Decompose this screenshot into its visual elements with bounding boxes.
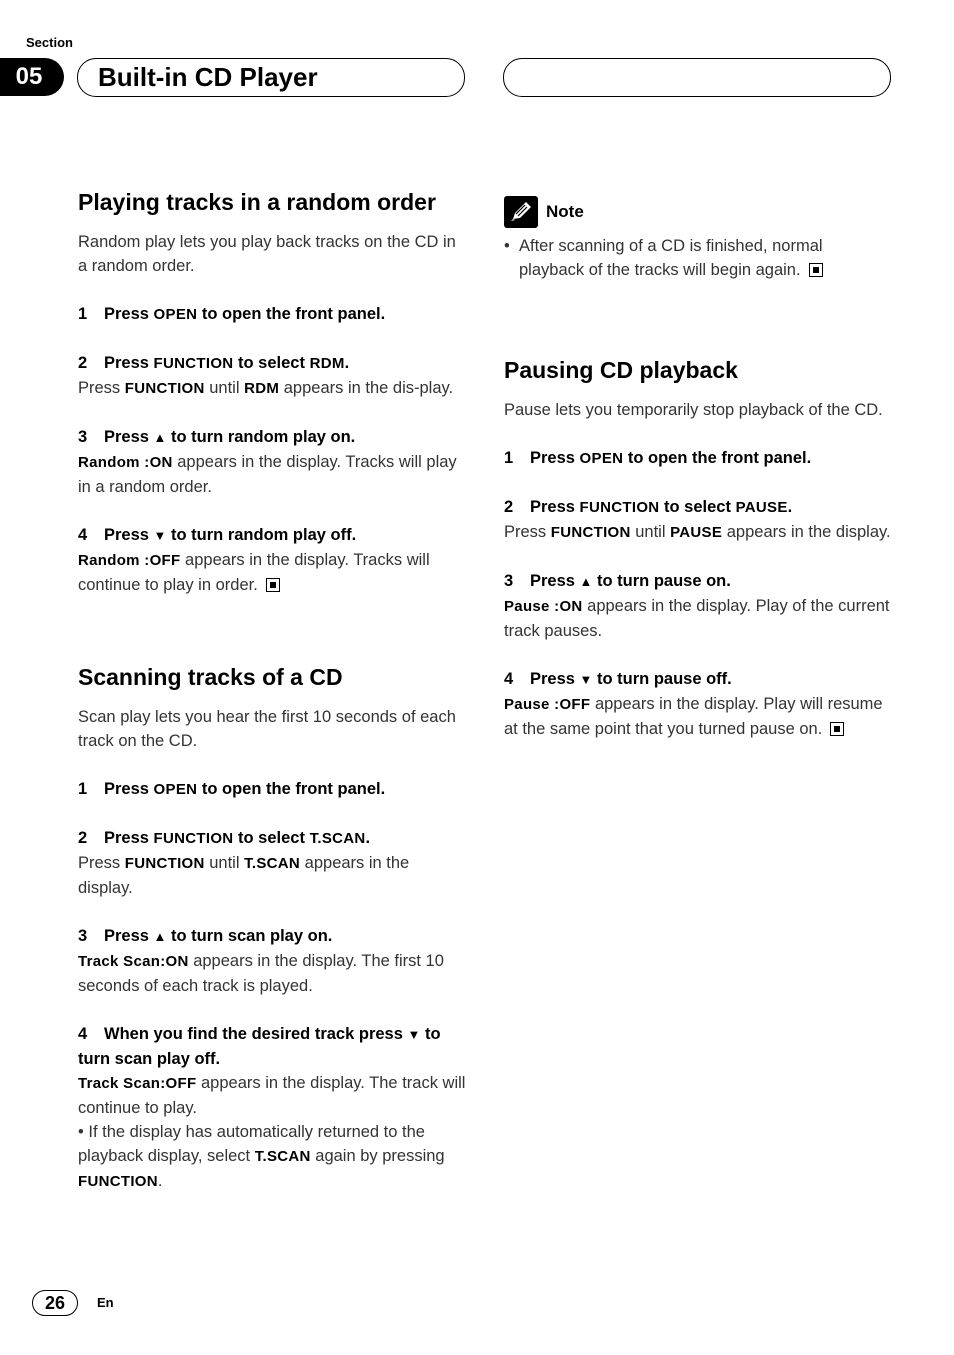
language-label: En: [97, 1295, 114, 1310]
step-number: 1: [78, 780, 88, 798]
note-bullet: • After scanning of a CD is finished, normal playback of the tracks will begin again.: [504, 237, 823, 279]
up-arrow-icon: ▲: [579, 574, 593, 589]
random-step-4: [78, 523, 466, 597]
step-text: Press: [104, 526, 154, 544]
step-text: to select: [659, 498, 736, 516]
step-text: to turn scan play off.: [78, 1025, 441, 1068]
step-number: 2: [78, 354, 88, 372]
pause-step-1: [504, 446, 892, 471]
left-column: [78, 188, 466, 1218]
step-number: 3: [504, 572, 514, 590]
step-body: Press FUNCTION until RDM appears in the dis-play.: [78, 379, 454, 397]
right-column: [504, 196, 892, 765]
step-body: Track Scan:OFF appears in the display. The track will continue to play.: [78, 1074, 466, 1117]
pause-step-2: [504, 495, 892, 545]
pause-step-3: [504, 569, 892, 643]
key-open: OPEN: [579, 450, 624, 467]
step-body: Pause :ON appears in the display. Play of the current track pauses.: [504, 597, 890, 640]
down-arrow-icon: ▼: [153, 528, 167, 543]
step-text: Press: [104, 305, 154, 323]
note-label: Note: [546, 202, 584, 221]
step-text: Press: [104, 927, 154, 945]
pencil-icon: [504, 196, 538, 228]
scan-step-1: [78, 777, 466, 802]
random-step-2: [78, 351, 466, 401]
pause-heading: Pausing CD playback: [504, 357, 738, 383]
step-number: 1: [504, 449, 514, 467]
step-number: 3: [78, 428, 88, 446]
step-text: Press: [104, 780, 154, 798]
key-rdm: RDM: [309, 355, 345, 372]
step-text: to open the front panel.: [197, 780, 386, 798]
scan-step-2: [78, 826, 466, 900]
step-text: Press: [530, 670, 580, 688]
step-bullet: • If the display has automatically returned to the playback display, select T.SCAN again by pressing FUNCTION.: [78, 1123, 445, 1190]
note-text: After scanning of a CD is finished, normal playback of the tracks will begin again.: [519, 237, 823, 279]
note-header: [504, 196, 892, 228]
step-body: Press FUNCTION until T.SCAN appears in the display.: [78, 854, 410, 897]
header-empty-box: [503, 58, 891, 97]
key-function: FUNCTION: [153, 830, 234, 847]
down-arrow-icon: ▼: [579, 672, 593, 687]
step-number: 1: [78, 305, 88, 323]
step-text: to open the front panel.: [623, 449, 812, 467]
up-arrow-icon: ▲: [153, 929, 167, 944]
step-text: to turn pause off.: [592, 670, 732, 688]
step-number: 2: [78, 829, 88, 847]
step-number: 4: [78, 1025, 88, 1043]
step-text: When you find the desired track press: [104, 1025, 408, 1043]
down-arrow-icon: ▼: [407, 1027, 421, 1042]
step-text: to turn random play on.: [166, 428, 356, 446]
scan-step-3: [78, 924, 466, 998]
step-body: Track Scan:ON appears in the display. The first 10 seconds of each track is played.: [78, 952, 444, 995]
step-text: Press: [104, 428, 154, 446]
step-text: .: [365, 829, 371, 847]
section-number-badge: 05: [0, 58, 64, 96]
scan-step-4: [78, 1022, 466, 1194]
key-function: FUNCTION: [153, 355, 234, 372]
step-body: Press FUNCTION until PAUSE appears in the display.: [504, 523, 891, 541]
step-text: Press: [530, 449, 580, 467]
step-text: to select: [233, 829, 310, 847]
step-text: Press: [530, 498, 580, 516]
random-heading: Playing tracks in a random order: [78, 189, 436, 215]
step-body: Random :ON appears in the display. Tracks will play in a random order.: [78, 453, 457, 496]
key-pause: PAUSE: [735, 499, 788, 516]
step-text: to turn scan play on.: [166, 927, 333, 945]
random-intro: Random play lets you play back tracks on the CD in a random order.: [78, 233, 456, 275]
step-text: to turn pause on.: [592, 572, 731, 590]
pause-intro: Pause lets you temporarily stop playback of the CD.: [504, 401, 883, 419]
step-text: to open the front panel.: [197, 305, 386, 323]
page-title: Built-in CD Player: [98, 62, 318, 92]
key-open: OPEN: [153, 306, 198, 323]
key-tscan: T.SCAN: [309, 830, 366, 847]
step-body: Pause :OFF appears in the display. Play will resume at the same point that you turned pause on.: [504, 695, 883, 738]
end-mark-icon: [266, 578, 280, 592]
step-text: .: [344, 354, 350, 372]
key-open: OPEN: [153, 781, 198, 798]
end-mark-icon: [830, 722, 844, 736]
up-arrow-icon: ▲: [153, 430, 167, 445]
random-step-3: [78, 425, 466, 499]
step-body: Random :OFF appears in the display. Tracks will continue to play in order.: [78, 551, 430, 594]
pause-step-4: [504, 667, 892, 741]
random-step-1: [78, 302, 466, 327]
section-label: Section: [26, 35, 73, 50]
step-text: .: [787, 498, 793, 516]
step-text: Press: [104, 354, 154, 372]
scan-heading: Scanning tracks of a CD: [78, 664, 343, 690]
step-text: Press: [104, 829, 154, 847]
header-title-box: [77, 58, 465, 97]
step-text: to turn random play off.: [166, 526, 357, 544]
step-text: to select: [233, 354, 310, 372]
step-text: Press: [530, 572, 580, 590]
scan-intro: Scan play lets you hear the first 10 seconds of each track on the CD.: [78, 708, 456, 750]
end-mark-icon: [809, 263, 823, 277]
key-function: FUNCTION: [579, 499, 660, 516]
step-number: 2: [504, 498, 514, 516]
step-number: 4: [78, 526, 88, 544]
step-number: 3: [78, 927, 88, 945]
step-number: 4: [504, 670, 514, 688]
page-number: 26: [32, 1290, 78, 1316]
